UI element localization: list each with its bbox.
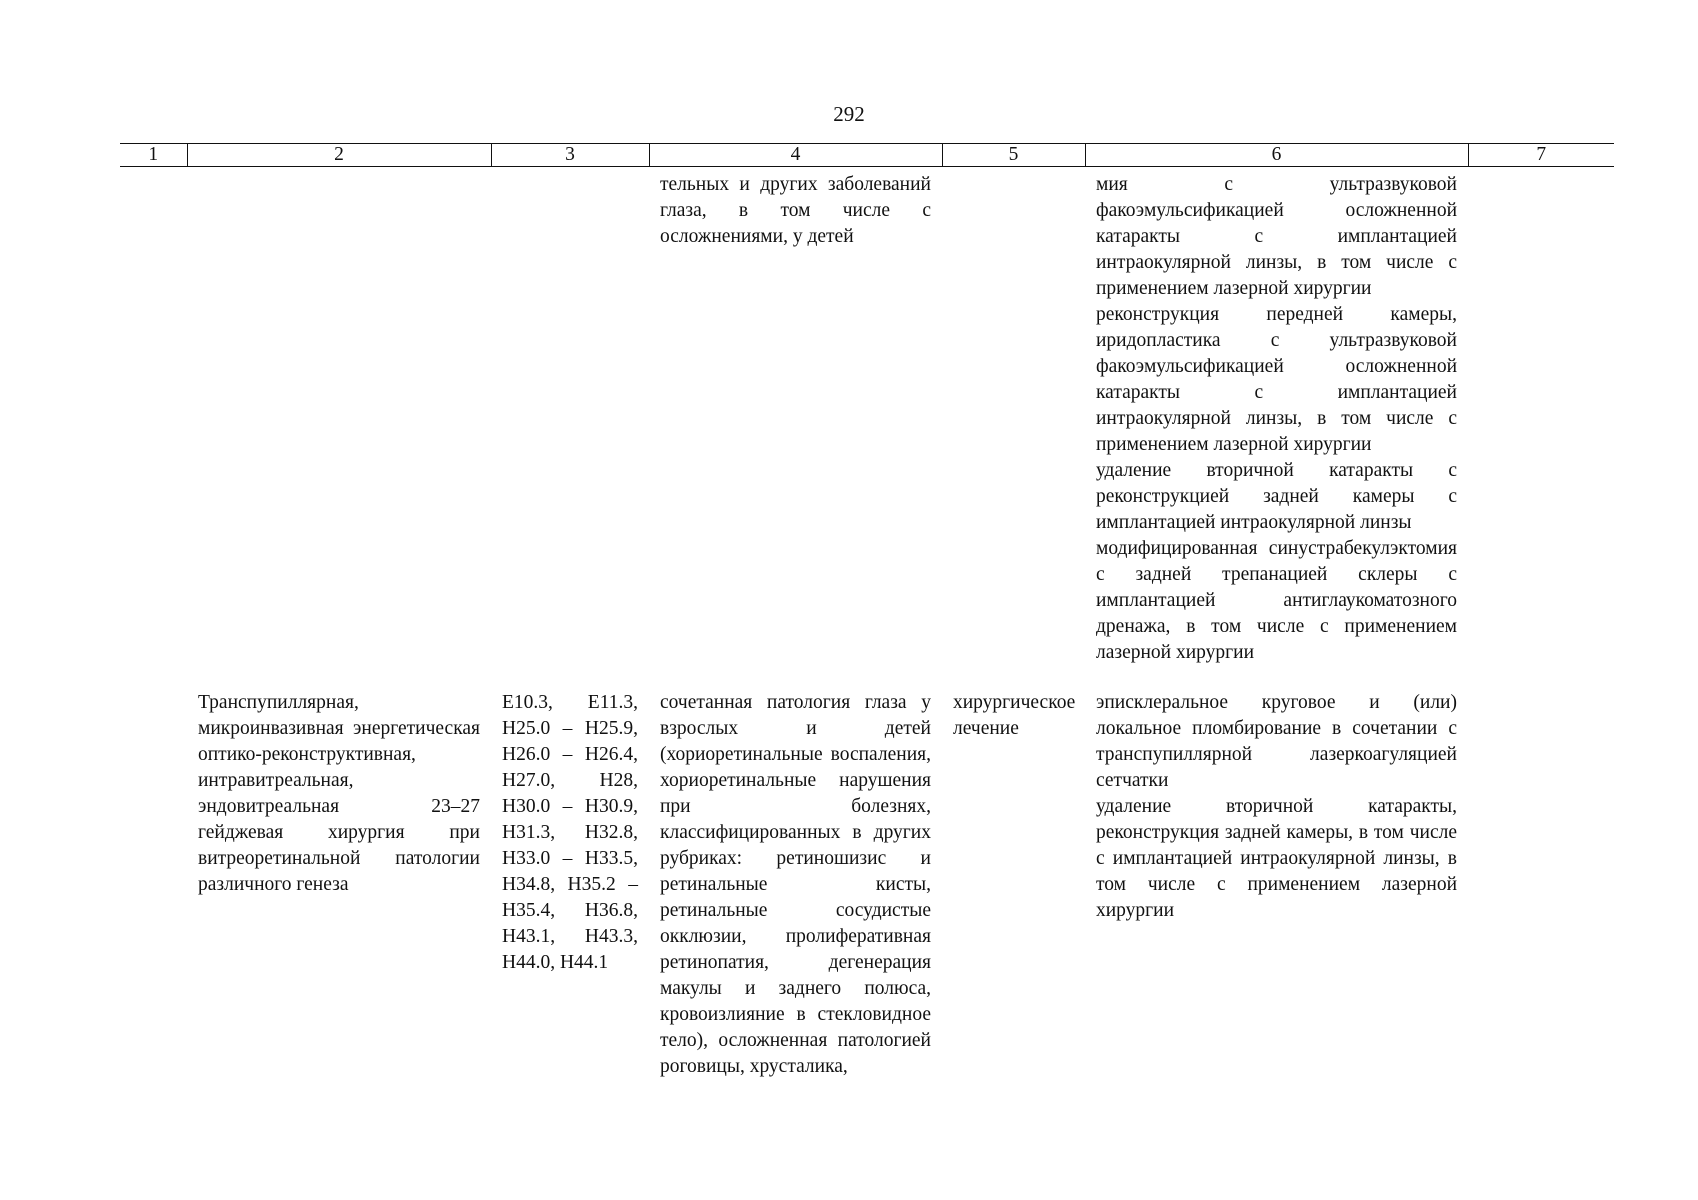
column-number-2: 2 bbox=[187, 144, 491, 167]
cell-number bbox=[120, 666, 187, 1080]
cell-treatment-methods bbox=[1085, 666, 1468, 1080]
method-text: эписклеральное круговое и (или) локальное пломбирование в сочетании с транспупиллярной лазеркоагуляцией сетчатки bbox=[1096, 692, 1457, 791]
cell-treatment-kind bbox=[942, 167, 1085, 667]
medical-care-table bbox=[120, 143, 1614, 1080]
cell-treatment-type bbox=[187, 167, 491, 667]
page-number: 292 bbox=[833, 102, 865, 126]
cell-treatment-methods bbox=[1085, 167, 1468, 667]
cell-number bbox=[120, 167, 187, 667]
column-number-5: 5 bbox=[942, 144, 1085, 167]
column-number-3: 3 bbox=[491, 144, 649, 167]
column-number-1: 1 bbox=[120, 144, 187, 167]
method-text: модифицированная синустрабекулэктомия с задней трепанацией склеры с имплантацией антиглаукоматозного дренажа, в том числе с применением лазерной хирургии bbox=[1096, 538, 1457, 663]
cell-treatment-type: Транспупиллярная, микроинвазивная энергетическая оптико-реконструктивная, интравитреальная, эндовитреальная 23–27 гейджевая хирургия при витреоретинальной патологии различного генеза bbox=[198, 692, 480, 895]
method-text: реконструкция передней камеры, иридопластика с ультразвуковой факоэмульсификацией осложненной катаракты с имплантацией интраокулярной линзы, в том числе с применением лазерной хирургии bbox=[1096, 304, 1457, 455]
column-number-7: 7 bbox=[1468, 144, 1614, 167]
column-number-4: 4 bbox=[649, 144, 942, 167]
column-number-6: 6 bbox=[1085, 144, 1468, 167]
method-text: удаление вторичной катаракты, реконструкция задней камеры, в том числе с имплантацией интраокулярной линзы, в том числе с применением лазерной хирургии bbox=[1096, 796, 1457, 921]
cell-treatment-kind: хирургическое лечение bbox=[953, 692, 1076, 739]
cell-cost bbox=[1468, 666, 1614, 1080]
cell-cost bbox=[1468, 167, 1614, 667]
table-row bbox=[120, 666, 1614, 1080]
column-number-row bbox=[120, 144, 1614, 167]
cell-patient-model: сочетанная патология глаза у взрослых и детей (хориоретинальные воспаления, хориоретинальные нарушения при болезнях, классифицированных в других рубриках: ретиношизис и ретинальные кисты, ретинальные сосудистые окклюзии, пролиферативная ретинопатия, дегенерация макулы и заднего полюса, кровоизлияние в стекловидное тело), осложненная патологией роговицы, хрусталика, bbox=[660, 692, 931, 1077]
cell-icd-codes: E10.3, E11.3, H25.0 – H25.9, H26.0 – H26.4, H27.0, H28, H30.0 – H30.9, H31.3, H32.8, H33.0 – H33.5, H34.8, H35.2 – H35.4, H36.8, H43.1, H43.3, H44.0, H44.1 bbox=[502, 692, 638, 973]
cell-patient-model: тельных и других заболеваний глаза, в том числе с осложнениями, у детей bbox=[660, 174, 931, 247]
cell-icd-codes bbox=[491, 167, 649, 667]
method-text: мия с ультразвуковой факоэмульсификацией осложненной катаракты с имплантацией интраокулярной линзы, в том числе с применением лазерной хирургии bbox=[1096, 174, 1457, 299]
method-text: удаление вторичной катаракты с реконструкцией задней камеры с имплантацией интраокулярной линзы bbox=[1096, 460, 1457, 533]
table-row bbox=[120, 167, 1614, 667]
